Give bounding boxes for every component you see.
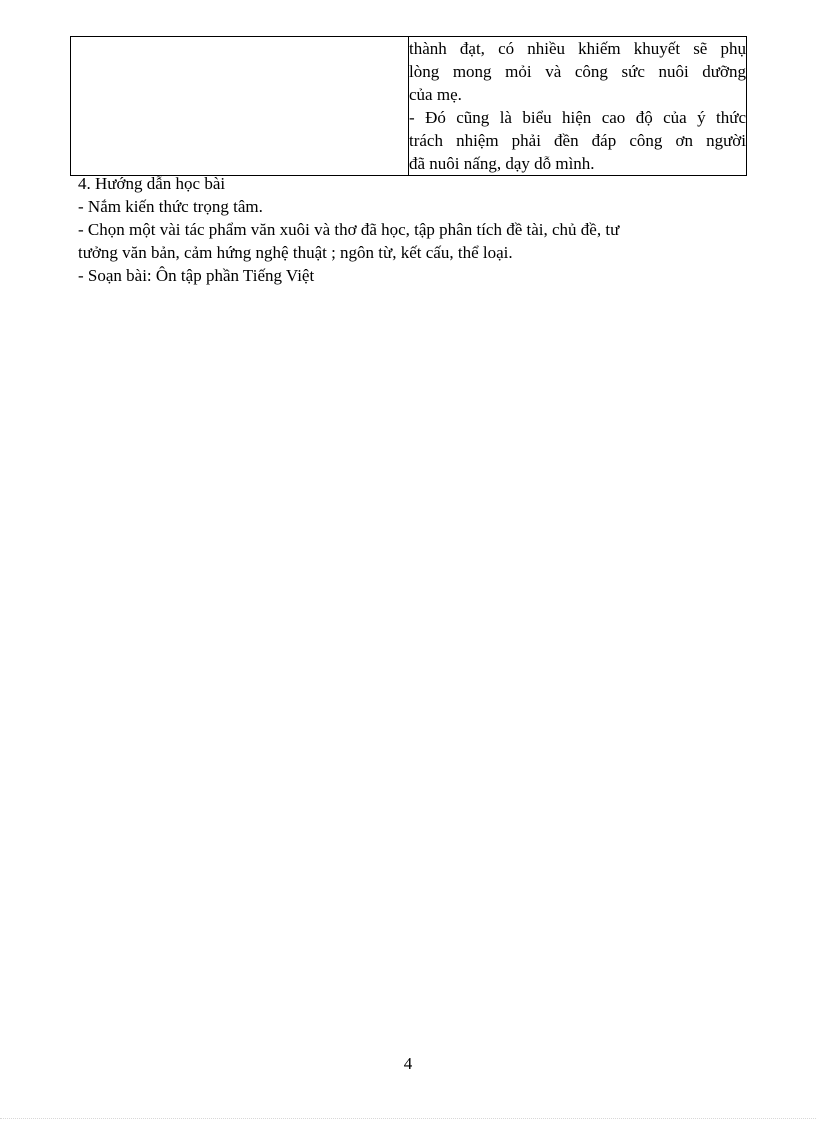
content-table xyxy=(70,36,747,176)
table-cell-line: thành đạt, có nhiều khiếm khuyết sẽ phụ xyxy=(409,39,746,58)
page-number: 4 xyxy=(403,1054,413,1073)
table-cell-right xyxy=(409,37,747,176)
section-heading: 4. Hướng dẫn học bài xyxy=(78,174,226,193)
section-line: - Chọn một vài tác phẩm văn xuôi và thơ đã học, tập phân tích đề tài, chủ đề, tư xyxy=(78,220,620,239)
study-guide-section xyxy=(78,172,718,287)
table-cell-line: đã nuôi nấng, dạy dỗ mình. xyxy=(409,154,595,173)
section-line: - Nắm kiến thức trọng tâm. xyxy=(78,197,263,216)
table-cell-line: trách nhiệm phải đền đáp công ơn người xyxy=(409,131,746,150)
table-cell-line: của mẹ. xyxy=(409,85,462,104)
section-line: - Soạn bài: Ôn tập phần Tiếng Việt xyxy=(78,266,315,285)
table-cell-line: lòng mong mỏi và công sức nuôi dưỡng xyxy=(409,62,746,81)
table-cell-left-empty xyxy=(71,37,409,176)
page-bottom-rule xyxy=(0,1118,816,1119)
section-line: tưởng văn bản, cảm hứng nghệ thuật ; ngôn từ, kết cấu, thể loại. xyxy=(78,243,513,262)
table-cell-line: - Đó cũng là biểu hiện cao độ của ý thức xyxy=(409,108,746,127)
table-row xyxy=(71,37,747,176)
